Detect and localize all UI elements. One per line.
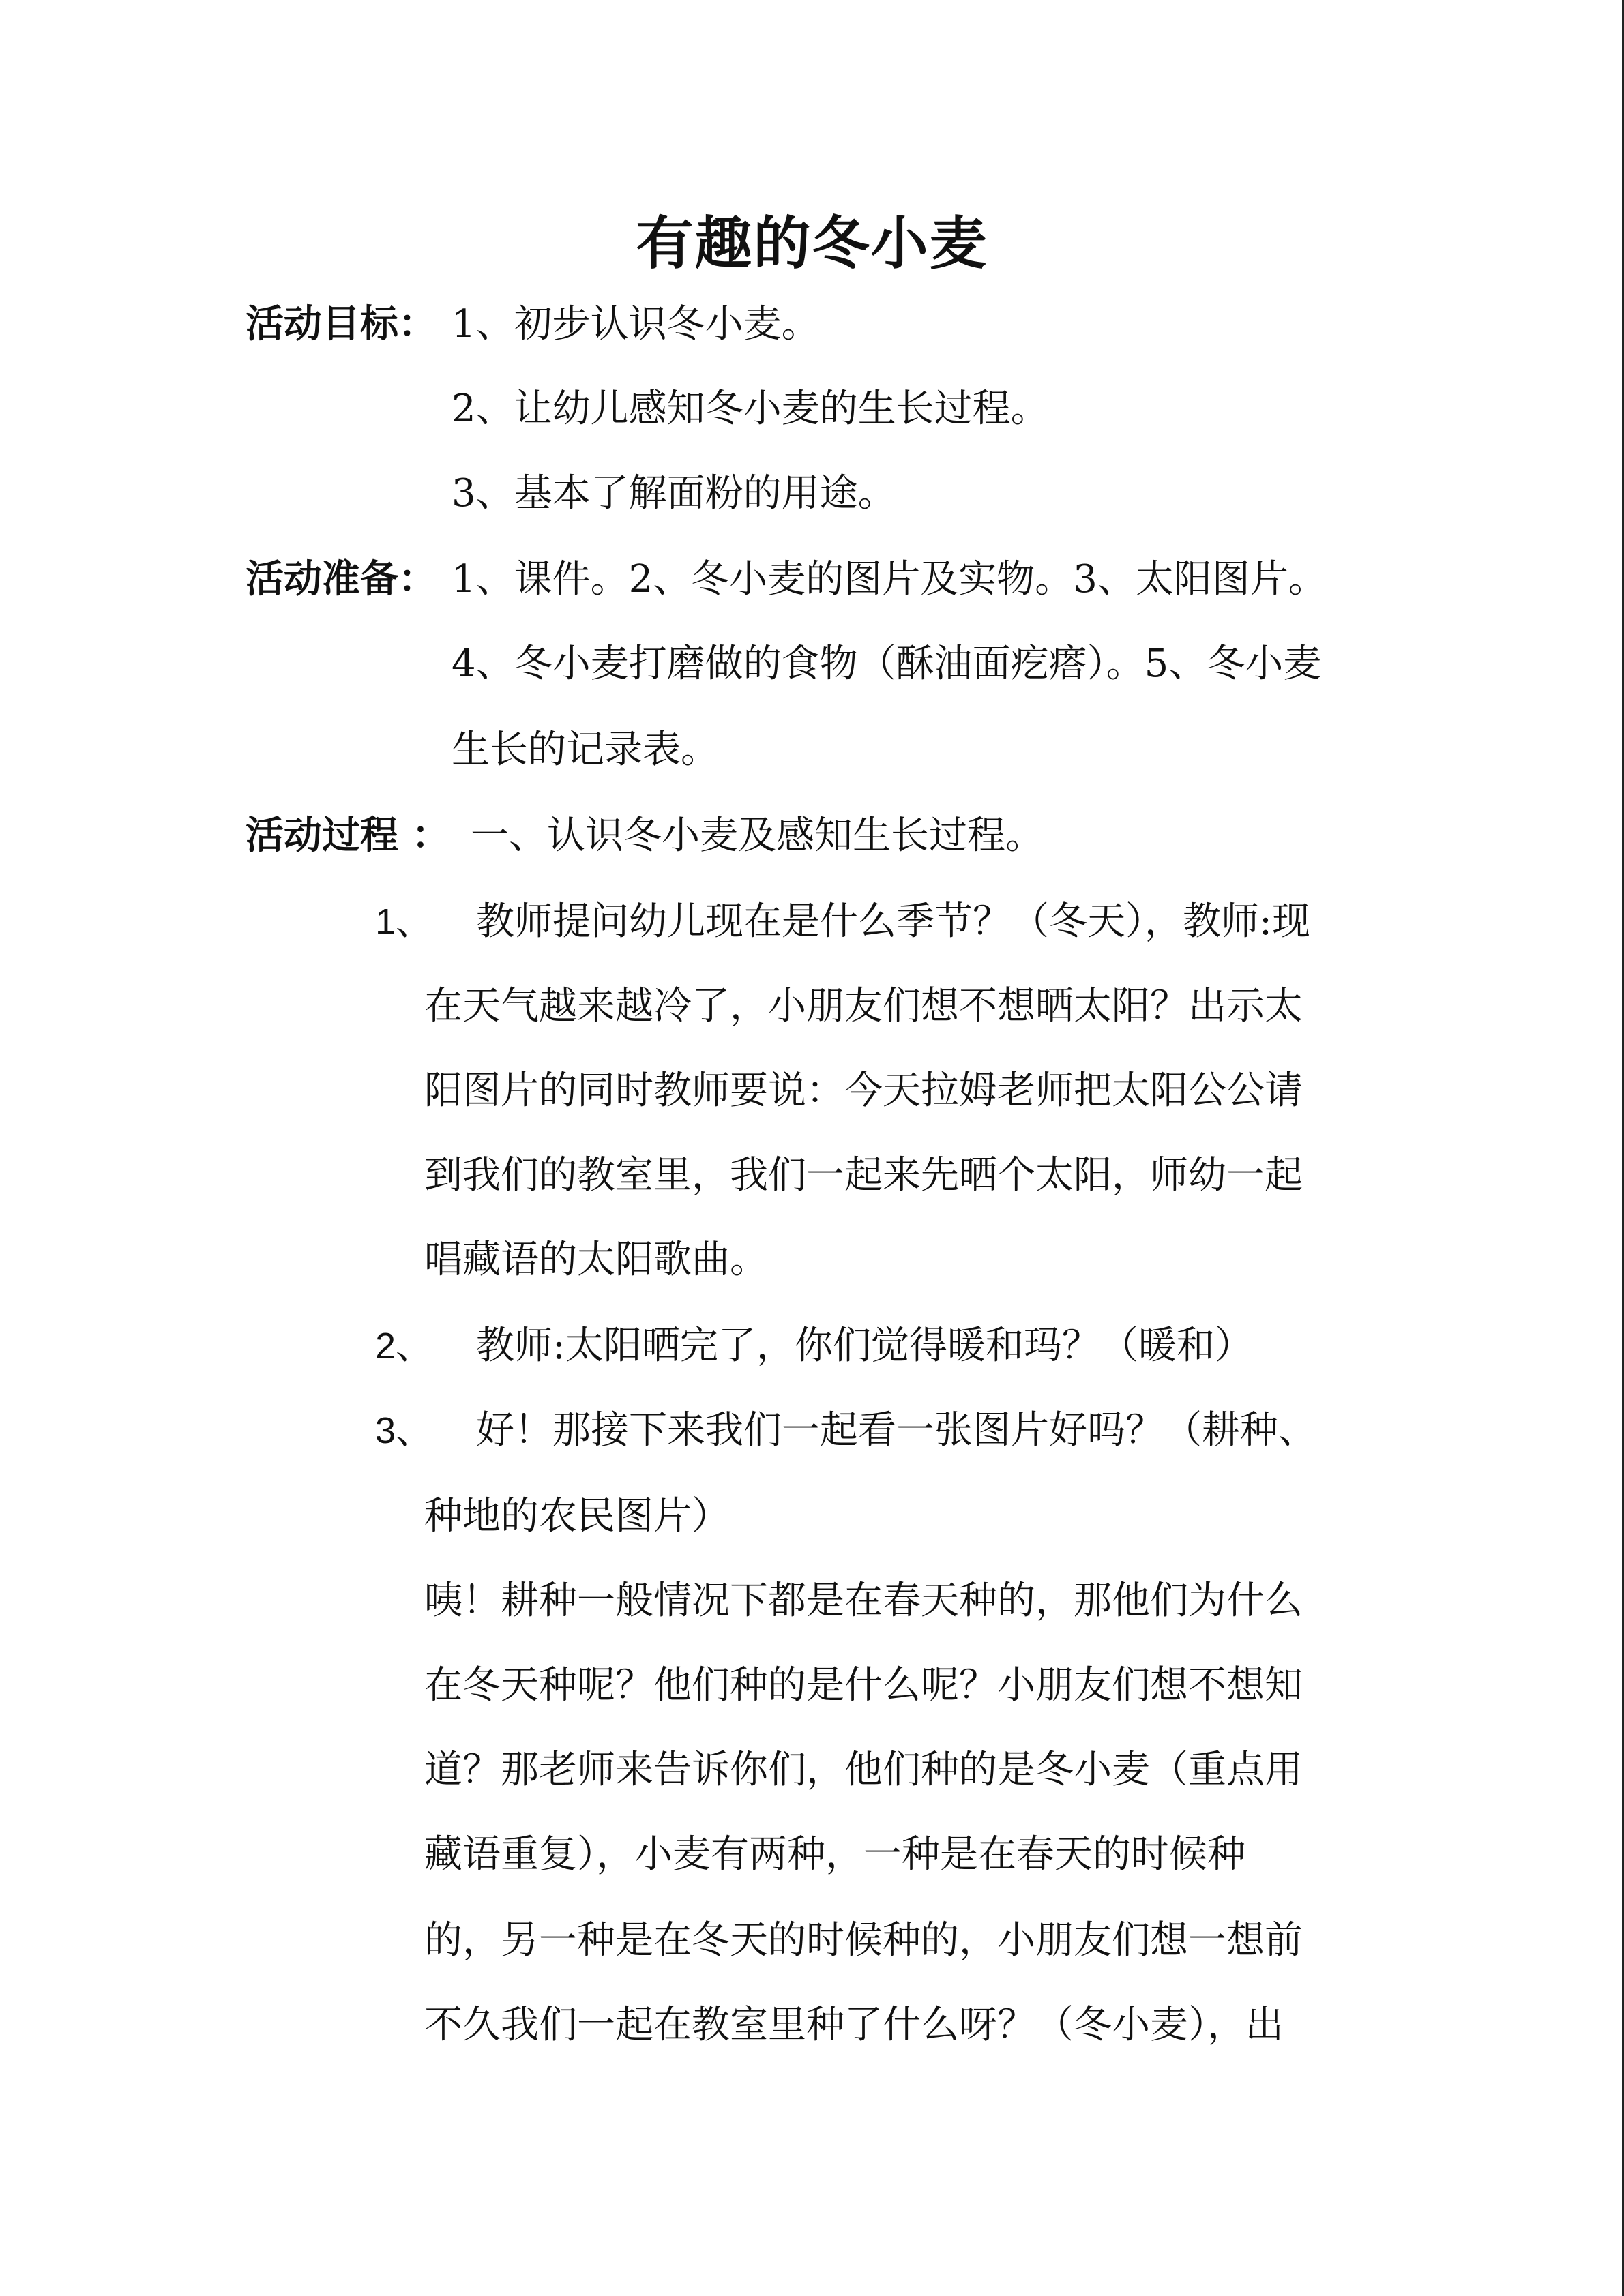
step-line: 阳图片的同时教师要说：今天拉姆老师把太阳公公请 xyxy=(424,1069,1303,1113)
step-number: 2、 xyxy=(375,1326,433,1367)
paragraph-line: 的，另一种是在冬天的时候种的，小朋友们想一想前 xyxy=(424,1918,1303,1963)
step-line: 教师提问幼儿现在是什么季节？（冬天），教师:现 xyxy=(476,899,1310,944)
step-line: 在天气越来越冷了，小朋友们想不想晒太阳？出示太 xyxy=(424,984,1303,1028)
process-label: 活动过程 ： xyxy=(246,814,450,858)
step-line: 到我们的教室里，我们一起来先晒个太阳，师幼一起 xyxy=(424,1153,1303,1197)
preparation-line: 4、冬小麦打磨做的食物（酥油面疙瘩）。5、冬小麦 xyxy=(452,642,1322,686)
preparation-line: 生长的记录表。 xyxy=(452,728,719,772)
paragraph-line: 不久我们一起在教室里种了什么呀？（冬小麦），出 xyxy=(424,2003,1284,2047)
paragraph-line: 藏语重复），小麦有两种，一种是在春天的时候种 xyxy=(424,1832,1245,1877)
goal-item: 2、让幼儿感知冬小麦的生长过程。 xyxy=(452,387,1049,431)
document-title: 有趣的冬小麦 xyxy=(636,210,988,277)
paragraph-line: 在冬天种呢？他们种的是什么呢？小朋友们想不想知 xyxy=(424,1663,1303,1708)
step-line: 种地的农民图片） xyxy=(424,1494,730,1538)
goals-label: 活动目标： xyxy=(246,302,437,346)
process-heading: 一、认识冬小麦及感知生长过程。 xyxy=(471,814,1044,858)
step-number: 1、 xyxy=(375,901,433,942)
step-number: 3、 xyxy=(375,1410,433,1451)
preparation-label: 活动准备： xyxy=(246,557,437,601)
paragraph-line: 咦！耕种一般情况下都是在春天种的，那他们为什么 xyxy=(424,1579,1303,1623)
step-line: 教师:太阳晒完了，你们觉得暖和玛？（暖和） xyxy=(476,1324,1253,1368)
preparation-line: 1、课件。2、冬小麦的图片及实物。3、太阳图片。 xyxy=(452,557,1327,601)
step-line: 好！那接下来我们一起看一张图片好吗？（耕种、 xyxy=(476,1408,1316,1452)
goal-item: 1、初步认识冬小麦。 xyxy=(452,302,820,346)
step-line: 唱藏语的太阳歌曲。 xyxy=(424,1238,768,1282)
paragraph-line: 道？那老师来告诉你们，他们种的是冬小麦（重点用 xyxy=(424,1748,1303,1792)
goal-item: 3、基本了解面粉的用途。 xyxy=(452,471,896,516)
